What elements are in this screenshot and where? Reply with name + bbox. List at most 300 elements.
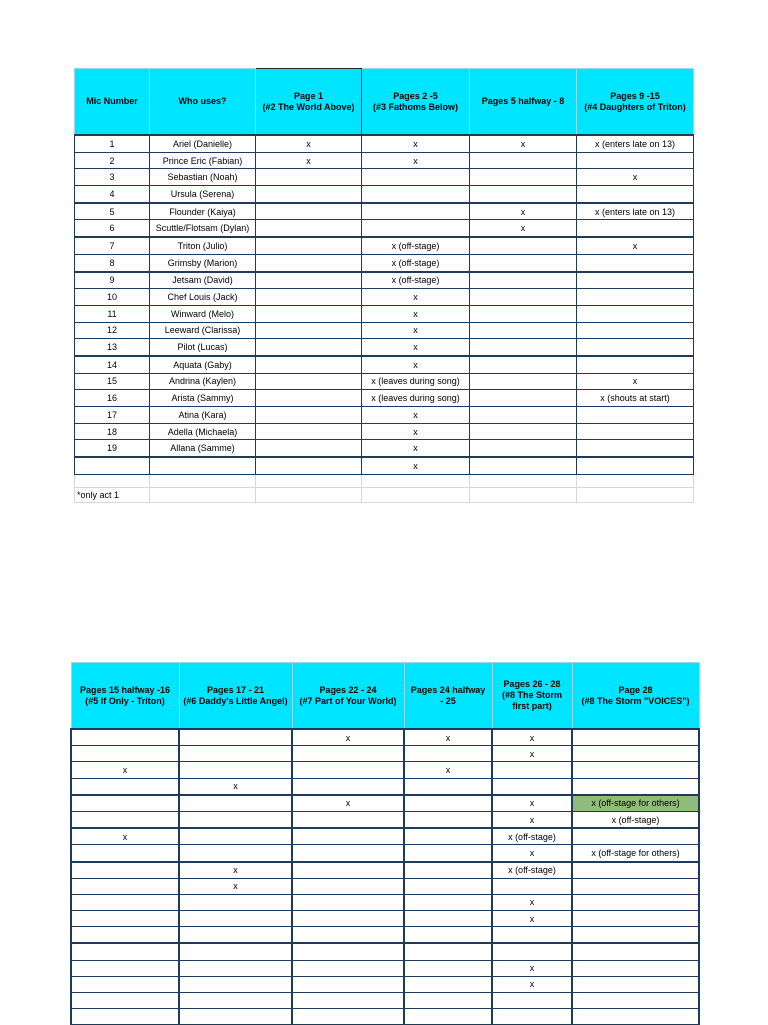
table-row: [75, 254, 694, 271]
table-row: [75, 322, 694, 339]
table-cell[interactable]: [256, 322, 362, 339]
table-cell[interactable]: [71, 878, 179, 894]
table-cell[interactable]: x: [404, 762, 492, 778]
table-cell[interactable]: 7: [75, 237, 150, 254]
table-cell[interactable]: [572, 746, 699, 762]
table-cell[interactable]: x (off-stage for others): [572, 845, 699, 862]
table-cell[interactable]: [256, 373, 362, 390]
table-cell[interactable]: [492, 927, 572, 944]
table-cell[interactable]: [292, 845, 404, 862]
table-cell[interactable]: x: [577, 237, 694, 254]
table-cell[interactable]: x (enters late on 13): [577, 203, 694, 220]
table-cell[interactable]: x: [492, 811, 572, 828]
table-cell[interactable]: x (off-stage): [572, 811, 699, 828]
table-cell[interactable]: [71, 927, 179, 944]
table-cell[interactable]: [292, 878, 404, 894]
table-row: [71, 943, 699, 960]
table-row: [75, 373, 694, 390]
table-cell[interactable]: [71, 795, 179, 812]
table-cell[interactable]: x: [492, 976, 572, 992]
table-cell[interactable]: x: [577, 373, 694, 390]
table-row: [71, 778, 699, 795]
table-row: [75, 289, 694, 306]
table-cell[interactable]: [179, 993, 292, 1009]
table-cell[interactable]: [572, 729, 699, 746]
table-cell[interactable]: x (off-stage): [492, 862, 572, 879]
table-cell[interactable]: x: [179, 878, 292, 894]
column-header[interactable]: [75, 69, 150, 136]
table-cell[interactable]: [256, 289, 362, 306]
table-cell[interactable]: [572, 993, 699, 1009]
table-cell[interactable]: 19: [75, 440, 150, 457]
table-cell[interactable]: [577, 487, 694, 502]
table-cell[interactable]: [492, 943, 572, 960]
table-cell[interactable]: [292, 894, 404, 910]
table-cell[interactable]: [292, 811, 404, 828]
table-cell[interactable]: [404, 795, 492, 812]
table-cell[interactable]: [492, 762, 572, 778]
table-cell[interactable]: [404, 894, 492, 910]
column-header-subtitle: (#4 Daughters of Triton): [584, 101, 686, 112]
table-cell[interactable]: x (off-stage): [362, 272, 470, 289]
table-cell[interactable]: 4: [75, 186, 150, 203]
table-cell[interactable]: [492, 778, 572, 795]
table-row: [75, 423, 694, 440]
table-row: [75, 487, 694, 502]
table-cell[interactable]: 12: [75, 322, 150, 339]
column-header[interactable]: [470, 69, 577, 136]
table-cell[interactable]: Grimsby (Marion): [150, 254, 256, 271]
table-cell[interactable]: x: [71, 828, 179, 845]
table-cell[interactable]: 10: [75, 289, 150, 306]
table-cell[interactable]: [470, 407, 577, 424]
table-cell[interactable]: [71, 894, 179, 910]
table-cell[interactable]: [577, 305, 694, 322]
table-cell[interactable]: [256, 356, 362, 373]
table-cell[interactable]: x: [362, 135, 470, 152]
table-cell[interactable]: x: [492, 894, 572, 910]
table-cell[interactable]: [470, 373, 577, 390]
table-cell[interactable]: x: [292, 795, 404, 812]
table-cell[interactable]: 2: [75, 152, 150, 169]
table-cell[interactable]: x: [292, 729, 404, 746]
table-cell[interactable]: [470, 390, 577, 407]
table-cell[interactable]: [470, 440, 577, 457]
table-cell[interactable]: [470, 339, 577, 356]
table-cell[interactable]: [492, 1009, 572, 1025]
table-row: [71, 746, 699, 762]
table-cell[interactable]: Pilot (Lucas): [150, 339, 256, 356]
table-row: [71, 976, 699, 992]
table-cell[interactable]: x (off-stage): [362, 254, 470, 271]
table-cell[interactable]: [572, 927, 699, 944]
table-row: [71, 894, 699, 910]
table-cell[interactable]: [256, 390, 362, 407]
table-cell[interactable]: [71, 960, 179, 976]
table-cell[interactable]: [470, 487, 577, 502]
table-cell[interactable]: x: [256, 135, 362, 152]
table-cell[interactable]: Chef Louis (Jack): [150, 289, 256, 306]
table-cell[interactable]: [404, 746, 492, 762]
table-cell[interactable]: [179, 894, 292, 910]
table-cell[interactable]: x (leaves during song): [362, 373, 470, 390]
table-cell[interactable]: [179, 927, 292, 944]
table-cell[interactable]: [71, 976, 179, 992]
table-cell[interactable]: [179, 729, 292, 746]
table-cell[interactable]: [292, 993, 404, 1009]
table-cell[interactable]: [577, 423, 694, 440]
table-cell[interactable]: [470, 186, 577, 203]
table-cell[interactable]: Atina (Kara): [150, 407, 256, 424]
table-cell[interactable]: x: [362, 339, 470, 356]
table-cell[interactable]: x (shouts at start): [577, 390, 694, 407]
table-cell[interactable]: Prince Eric (Fabian): [150, 152, 256, 169]
table-cell[interactable]: Sebastian (Noah): [150, 169, 256, 186]
table-cell[interactable]: [577, 407, 694, 424]
table-cell[interactable]: [179, 746, 292, 762]
table-cell[interactable]: [362, 186, 470, 203]
table-cell[interactable]: [404, 778, 492, 795]
table-row: [75, 440, 694, 457]
table-cell[interactable]: [470, 356, 577, 373]
table-cell[interactable]: [577, 322, 694, 339]
column-header-subtitle: (#8 The Storm "VOICES"): [581, 695, 690, 706]
table-row: [71, 795, 699, 812]
table-row: [75, 186, 694, 203]
column-header[interactable]: [492, 663, 572, 730]
table-cell[interactable]: [404, 911, 492, 927]
table-cell[interactable]: [179, 762, 292, 778]
table-cell[interactable]: Ursula (Serena): [150, 186, 256, 203]
table-cell[interactable]: [362, 203, 470, 220]
table-cell[interactable]: [292, 911, 404, 927]
table-cell[interactable]: x: [362, 289, 470, 306]
table-cell[interactable]: [572, 762, 699, 778]
table-cell[interactable]: [292, 746, 404, 762]
table-cell[interactable]: [292, 762, 404, 778]
table-cell[interactable]: [292, 862, 404, 879]
table-cell[interactable]: [470, 474, 577, 487]
table-cell[interactable]: [404, 927, 492, 944]
table-cell[interactable]: x: [492, 960, 572, 976]
mic-schedule-table-2: [70, 662, 700, 1025]
column-header-title: Mic Number: [86, 96, 138, 106]
table-cell[interactable]: x: [362, 407, 470, 424]
table-cell[interactable]: [71, 729, 179, 746]
table-cell[interactable]: [71, 862, 179, 879]
table-cell[interactable]: [292, 778, 404, 795]
table-cell[interactable]: Leeward (Clarissa): [150, 322, 256, 339]
table-cell[interactable]: x: [362, 440, 470, 457]
table-cell[interactable]: [256, 474, 362, 487]
table-cell[interactable]: [256, 339, 362, 356]
table-cell[interactable]: x: [577, 169, 694, 186]
column-header-subtitle: - 25: [440, 695, 456, 706]
table-cell[interactable]: [292, 1009, 404, 1025]
table-cell[interactable]: [179, 911, 292, 927]
table-cell[interactable]: [572, 911, 699, 927]
table-cell[interactable]: 14: [75, 356, 150, 373]
column-header-subtitle: (#2 The World Above): [262, 101, 355, 112]
table-cell[interactable]: [256, 203, 362, 220]
table-cell[interactable]: [75, 474, 150, 487]
table-cell[interactable]: [362, 474, 470, 487]
table-cell[interactable]: [71, 746, 179, 762]
table-row: [71, 993, 699, 1009]
table-cell[interactable]: [470, 152, 577, 169]
table-cell[interactable]: [404, 845, 492, 862]
table-cell[interactable]: [150, 487, 256, 502]
table-cell[interactable]: Jetsam (David): [150, 272, 256, 289]
table-cell[interactable]: [577, 220, 694, 237]
table-cell[interactable]: [256, 237, 362, 254]
table-cell[interactable]: x: [492, 746, 572, 762]
table-cell[interactable]: [404, 828, 492, 845]
table-row: [71, 828, 699, 845]
table-cell[interactable]: 17: [75, 407, 150, 424]
table-cell[interactable]: Adella (Michaela): [150, 423, 256, 440]
table-cell[interactable]: [577, 440, 694, 457]
table-cell[interactable]: [292, 828, 404, 845]
table-cell[interactable]: [404, 1009, 492, 1025]
table-cell[interactable]: 1: [75, 135, 150, 152]
footnote[interactable]: *only act 1: [75, 487, 150, 502]
table-cell[interactable]: x: [256, 152, 362, 169]
table-cell[interactable]: [256, 169, 362, 186]
table-cell[interactable]: x: [470, 135, 577, 152]
table-cell[interactable]: x (enters late on 13): [577, 135, 694, 152]
column-header-subtitle: (#7 Part of Your World): [299, 695, 397, 706]
table-cell[interactable]: Aquata (Gaby): [150, 356, 256, 373]
table-cell[interactable]: [256, 305, 362, 322]
column-header[interactable]: [71, 663, 179, 730]
table-cell[interactable]: [179, 828, 292, 845]
table-cell[interactable]: [71, 943, 179, 960]
table-cell[interactable]: Winward (Melo): [150, 305, 256, 322]
table-cell[interactable]: [179, 943, 292, 960]
table-cell[interactable]: [404, 976, 492, 992]
table-cell[interactable]: [577, 186, 694, 203]
table-cell[interactable]: 6: [75, 220, 150, 237]
column-header[interactable]: [572, 663, 699, 730]
table-cell[interactable]: [71, 993, 179, 1009]
table-cell[interactable]: [362, 220, 470, 237]
table-cell[interactable]: 11: [75, 305, 150, 322]
table-cell[interactable]: [256, 440, 362, 457]
table-cell[interactable]: [71, 778, 179, 795]
table-cell[interactable]: [577, 289, 694, 306]
table-cell[interactable]: [470, 272, 577, 289]
table-cell[interactable]: [572, 943, 699, 960]
table-cell[interactable]: [470, 169, 577, 186]
table-cell[interactable]: [71, 1009, 179, 1025]
table-row: [71, 845, 699, 862]
table-cell[interactable]: [179, 811, 292, 828]
table-cell[interactable]: [256, 457, 362, 474]
table-cell[interactable]: [179, 960, 292, 976]
table-row: [71, 911, 699, 927]
table-cell[interactable]: [572, 828, 699, 845]
table-cell[interactable]: x: [362, 356, 470, 373]
table-row: [71, 762, 699, 778]
table-cell[interactable]: [577, 339, 694, 356]
table-cell[interactable]: [577, 152, 694, 169]
table-cell[interactable]: 15: [75, 373, 150, 390]
table-cell[interactable]: [292, 927, 404, 944]
table-cell[interactable]: 8: [75, 254, 150, 271]
table-row: [71, 811, 699, 828]
table-cell[interactable]: Flounder (Kaiya): [150, 203, 256, 220]
table-cell[interactable]: Andrina (Kaylen): [150, 373, 256, 390]
column-header[interactable]: [150, 69, 256, 136]
table-cell[interactable]: x: [470, 220, 577, 237]
table-row: [75, 237, 694, 254]
table-row: [75, 407, 694, 424]
table-cell[interactable]: [404, 862, 492, 879]
column-header[interactable]: [362, 69, 470, 136]
table-row: [71, 960, 699, 976]
table-cell[interactable]: [404, 878, 492, 894]
table-cell[interactable]: x: [362, 423, 470, 440]
table-cell[interactable]: [572, 960, 699, 976]
table-cell[interactable]: [256, 254, 362, 271]
table-cell[interactable]: [577, 254, 694, 271]
table-cell[interactable]: [71, 911, 179, 927]
table-cell[interactable]: [577, 272, 694, 289]
table-cell[interactable]: [492, 993, 572, 1009]
table-cell[interactable]: [71, 811, 179, 828]
table-cell[interactable]: 18: [75, 423, 150, 440]
table-cell[interactable]: [71, 845, 179, 862]
table-cell[interactable]: x (leaves during song): [362, 390, 470, 407]
table-cell[interactable]: [404, 960, 492, 976]
table-row: [75, 356, 694, 373]
table-cell[interactable]: [179, 1009, 292, 1025]
table-cell[interactable]: [470, 423, 577, 440]
table-cell[interactable]: x: [492, 795, 572, 812]
column-header[interactable]: [577, 69, 694, 136]
table-cell[interactable]: [470, 254, 577, 271]
table-cell[interactable]: x: [492, 845, 572, 862]
table-cell[interactable]: [256, 487, 362, 502]
table-cell[interactable]: x: [362, 305, 470, 322]
table-cell[interactable]: [150, 457, 256, 474]
table-row: [71, 862, 699, 879]
table-cell[interactable]: [470, 237, 577, 254]
table-cell[interactable]: [470, 289, 577, 306]
table-cell[interactable]: x (off-stage): [362, 237, 470, 254]
table-cell[interactable]: 16: [75, 390, 150, 407]
table-row: [71, 878, 699, 894]
table-cell[interactable]: [572, 878, 699, 894]
column-header-subtitle: (#8 The Storm first part): [501, 690, 562, 711]
table-cell[interactable]: [404, 943, 492, 960]
table-cell[interactable]: 13: [75, 339, 150, 356]
table-row: [75, 152, 694, 169]
column-header[interactable]: [292, 663, 404, 730]
table-cell[interactable]: Scuttle/Flotsam (Dylan): [150, 220, 256, 237]
table-cell[interactable]: [404, 811, 492, 828]
table-cell[interactable]: [572, 894, 699, 910]
table-cell[interactable]: [577, 457, 694, 474]
table-cell[interactable]: [572, 862, 699, 879]
table-cell[interactable]: x: [362, 457, 470, 474]
table-cell[interactable]: [404, 993, 492, 1009]
table-row: [75, 390, 694, 407]
table-cell[interactable]: [470, 305, 577, 322]
table-cell[interactable]: x: [470, 203, 577, 220]
column-header-title: Pages 24 halfway: [410, 684, 486, 695]
table-cell[interactable]: Arista (Sammy): [150, 390, 256, 407]
table-cell[interactable]: [75, 457, 150, 474]
table-cell[interactable]: [179, 976, 292, 992]
table-cell[interactable]: [362, 487, 470, 502]
table-cell[interactable]: [292, 976, 404, 992]
table-cell[interactable]: [292, 960, 404, 976]
table-cell[interactable]: Ariel (Danielle): [150, 135, 256, 152]
table-cell[interactable]: Triton (Julio): [150, 237, 256, 254]
table-cell[interactable]: [492, 878, 572, 894]
table-cell[interactable]: [179, 795, 292, 812]
table-cell[interactable]: Allana (Samme): [150, 440, 256, 457]
table-cell[interactable]: [292, 943, 404, 960]
table-cell[interactable]: x: [71, 762, 179, 778]
table-cell[interactable]: [256, 220, 362, 237]
table-cell[interactable]: [470, 322, 577, 339]
table-cell[interactable]: 5: [75, 203, 150, 220]
table-row: [75, 474, 694, 487]
column-header[interactable]: [179, 663, 292, 730]
table-cell[interactable]: x: [179, 778, 292, 795]
table-row: [75, 169, 694, 186]
column-header-title: Who uses?: [178, 96, 227, 106]
table-cell[interactable]: [572, 976, 699, 992]
table-cell[interactable]: [362, 169, 470, 186]
column-header-subtitle: (#3 Fathoms Below): [372, 101, 458, 112]
column-header-title: Pages 5 halfway - 8: [481, 96, 565, 106]
table-cell[interactable]: [150, 474, 256, 487]
table-cell[interactable]: [256, 272, 362, 289]
column-header[interactable]: [404, 663, 492, 730]
column-header[interactable]: [256, 69, 362, 136]
table-cell[interactable]: [470, 457, 577, 474]
table-cell[interactable]: x (off-stage for others): [572, 795, 699, 812]
table-cell[interactable]: x: [179, 862, 292, 879]
table-cell[interactable]: 3: [75, 169, 150, 186]
table-cell[interactable]: x: [492, 729, 572, 746]
table-cell[interactable]: [256, 423, 362, 440]
column-header-title: Pages 17 - 21: [206, 684, 265, 695]
table-row: [75, 457, 694, 474]
table-cell[interactable]: x: [492, 911, 572, 927]
table-cell[interactable]: [577, 356, 694, 373]
table-cell[interactable]: [179, 845, 292, 862]
table-cell[interactable]: 9: [75, 272, 150, 289]
table-cell[interactable]: [577, 474, 694, 487]
table-cell[interactable]: x: [362, 322, 470, 339]
table-cell[interactable]: [256, 186, 362, 203]
table-cell[interactable]: [572, 1009, 699, 1025]
table-cell[interactable]: x: [404, 729, 492, 746]
table-cell[interactable]: x (off-stage): [492, 828, 572, 845]
table-cell[interactable]: [572, 778, 699, 795]
table-cell[interactable]: x: [362, 152, 470, 169]
table-cell[interactable]: [256, 407, 362, 424]
table-row: [75, 220, 694, 237]
table-row: [75, 203, 694, 220]
column-header-title: Pages 2 -5: [393, 90, 438, 101]
table-row: [75, 339, 694, 356]
